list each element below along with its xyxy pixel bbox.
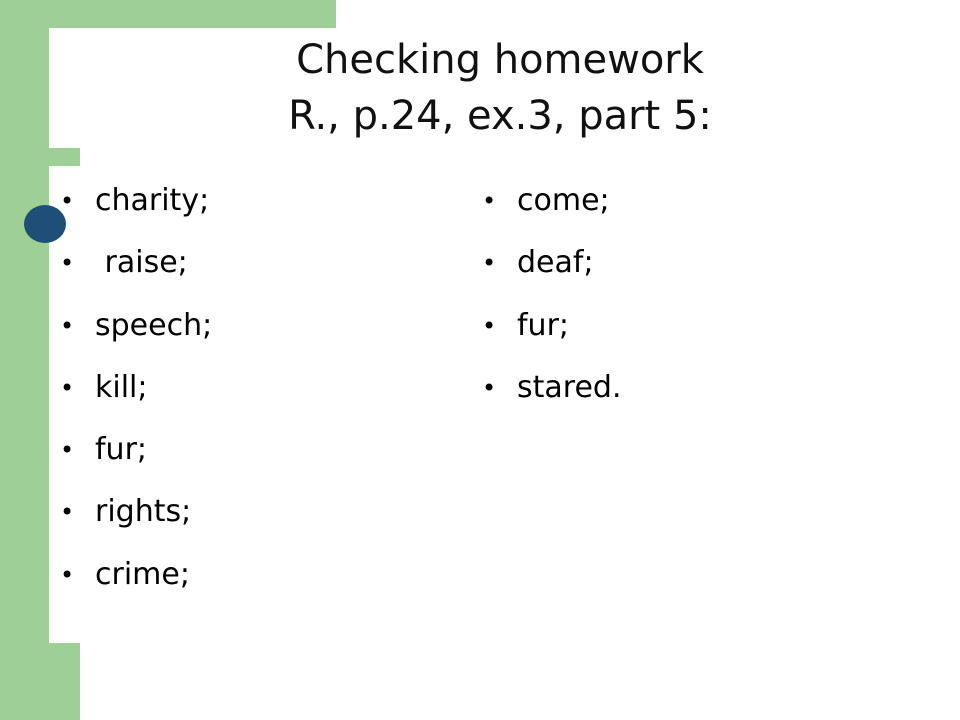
bullet-icon: •	[60, 311, 75, 340]
list-item-text: deaf;	[517, 245, 594, 281]
list-item	[482, 238, 622, 300]
bullet-icon: •	[60, 498, 75, 527]
list-item-text: raise;	[95, 245, 188, 281]
list-item	[60, 363, 212, 425]
list-item	[482, 363, 622, 425]
decor-green-top-bar	[0, 0, 336, 28]
bullet-icon: •	[482, 249, 497, 278]
decor-green-left-bar	[0, 0, 49, 720]
bullet-icon: •	[60, 187, 75, 215]
left-bullet-list	[60, 176, 212, 612]
slide-title-line-2: R., p.24, ex.3, part 5:	[288, 93, 712, 139]
bullet-icon: •	[60, 373, 75, 402]
list-item-text: come;	[517, 183, 610, 218]
slide-title	[150, 32, 850, 144]
bullet-icon: •	[482, 311, 497, 340]
list-item-text: stared.	[517, 369, 622, 405]
list-item-text: rights;	[95, 494, 192, 530]
list-item-text: speech;	[95, 307, 213, 343]
list-item	[60, 301, 212, 363]
bullet-icon: •	[482, 373, 497, 402]
list-item-text: fur;	[517, 307, 570, 343]
list-item	[60, 550, 212, 612]
list-item	[60, 425, 212, 487]
list-item-text: crime;	[95, 556, 190, 592]
list-item	[482, 301, 622, 363]
decor-green-notch	[49, 148, 80, 166]
right-bullet-list	[482, 176, 622, 425]
bullet-icon: •	[482, 187, 497, 215]
list-item	[60, 238, 212, 300]
list-item-text: charity;	[95, 183, 210, 218]
list-item	[60, 176, 212, 238]
bullet-icon: •	[60, 560, 75, 589]
bullet-icon: •	[60, 249, 75, 278]
bullet-icon: •	[60, 436, 75, 465]
slide-title-line-1: Checking homework	[296, 37, 704, 83]
list-item	[60, 487, 212, 549]
list-item	[482, 176, 622, 238]
decor-green-bottom-block	[49, 643, 80, 720]
list-item-text: kill;	[95, 369, 148, 405]
list-item-text: fur;	[95, 432, 148, 468]
